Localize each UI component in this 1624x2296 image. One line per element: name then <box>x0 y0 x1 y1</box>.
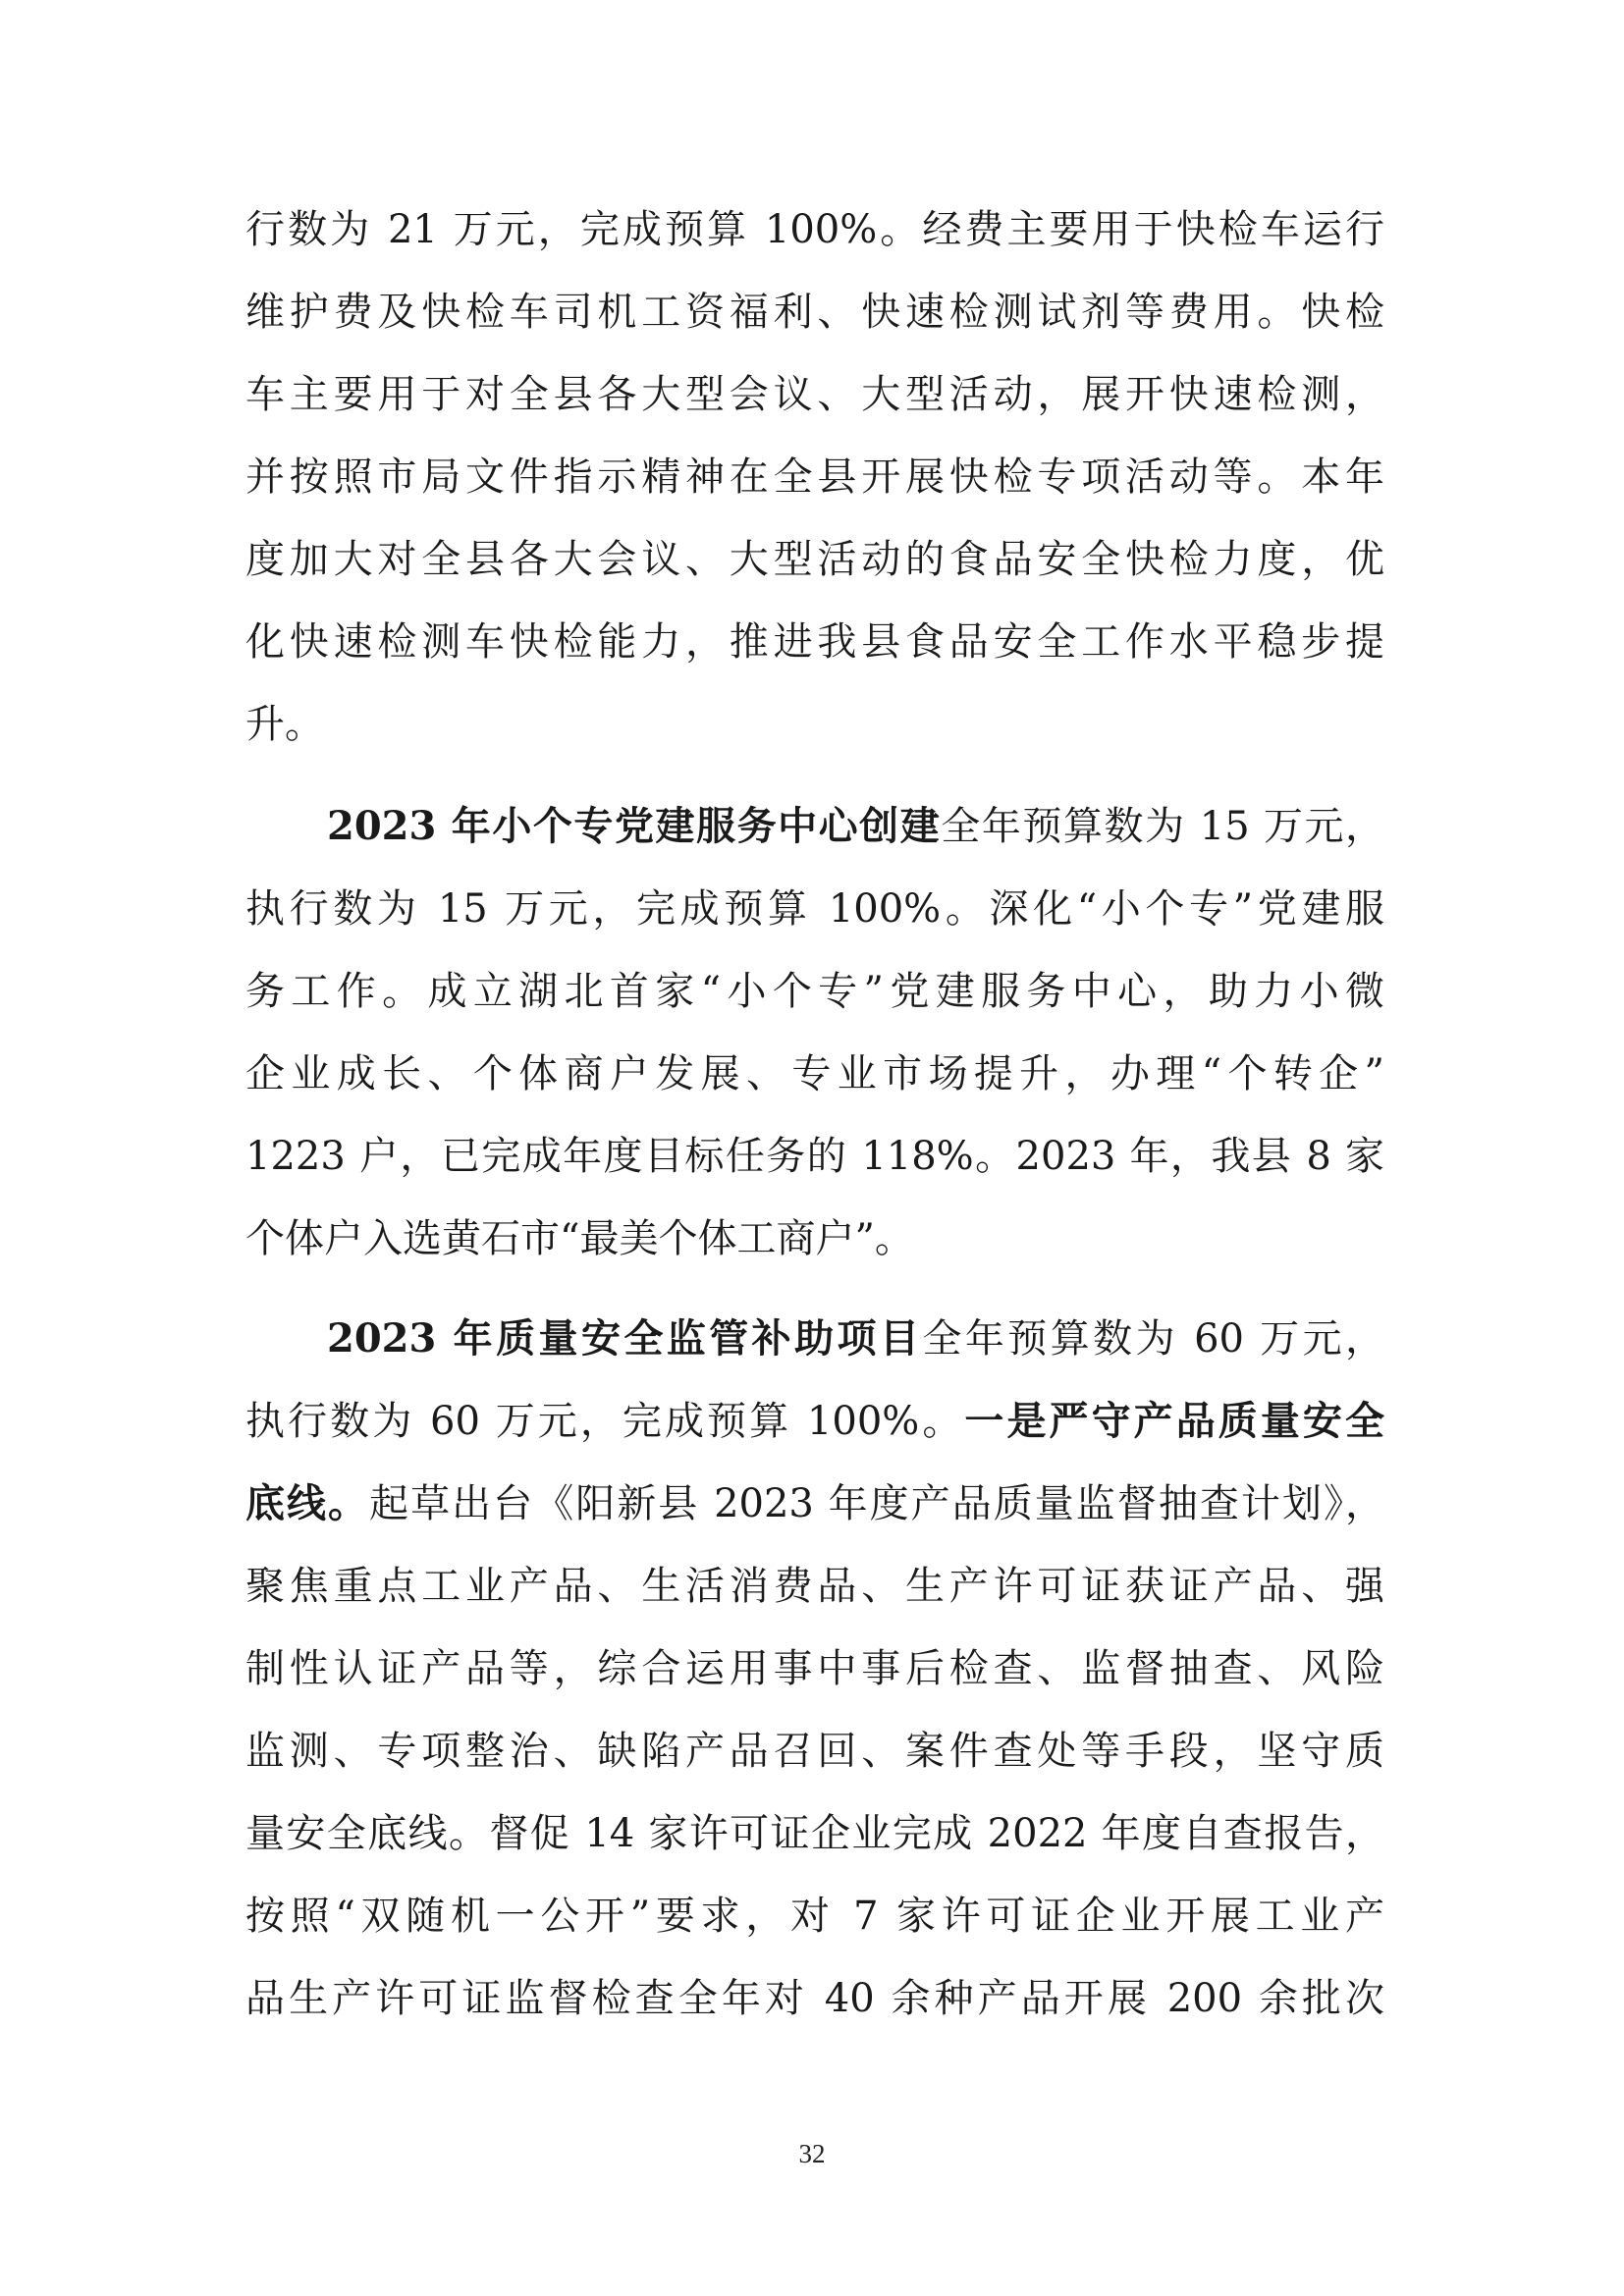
paragraph-1-line-2: 维护费及快检车司机工资福利、快速检测试剂等费用。快检 <box>245 290 1384 335</box>
paragraph-2-line-2: 执行数为 15 万元，完成预算 100%。深化“小个专”党建服 <box>245 886 1384 932</box>
paragraph-1-line-5: 度加大对全县各大会议、大型活动的食品安全快检力度，优 <box>245 537 1384 582</box>
paragraph-3-line-7: 量安全底线。督促 14 家许可证企业完成 2022 年度自查报告， <box>245 1811 1384 1856</box>
paragraph-3-line-2-normal: 执行数为 60 万元，完成预算 100%。 <box>245 1399 965 1444</box>
paragraph-3-line-5: 制性认证产品等，综合运用事中事后检查、监督抽查、风险 <box>245 1646 1384 1691</box>
paragraph-3-heading: 2023 年质量安全监管补助项目 <box>327 1315 923 1362</box>
paragraph-3-line-9: 品生产许可证监督检查全年对 40 余种产品开展 200 余批次 <box>245 1976 1384 2021</box>
paragraph-1-line-6: 化快速检测车快检能力，推进我县食品安全工作水平稳步提 <box>245 619 1384 665</box>
paragraph-3-line-2 <box>245 1380 1384 1463</box>
paragraph-1-line-7: 升。 <box>245 702 324 747</box>
paragraph-2-line-6: 个体户入选黄石市“最美个体工商户”。 <box>245 1216 914 1261</box>
page-number: 32 <box>798 2139 826 2168</box>
paragraph-2-line-1-rest: 全年预算数为 15 万元， <box>941 804 1385 849</box>
paragraph-3-line-3-normal: 起草出台《阳新县 2023 年度产品质量监督抽查计划》， <box>369 1481 1384 1526</box>
paragraph-2-line-3: 务工作。成立湖北首家“小个专”党建服务中心，助力小微 <box>245 969 1384 1014</box>
paragraph-3-line-8: 按照“双随机一公开”要求，对 7 家许可证企业开展工业产 <box>245 1894 1384 1939</box>
paragraph-1-line-4: 并按照市局文件指示精神在全县开展快检专项活动等。本年 <box>245 454 1384 500</box>
paragraph-2-line-4: 企业成长、个体商户发展、专业市场提升，办理“个转企” <box>245 1051 1384 1096</box>
paragraph-3-line-4: 聚焦重点工业产品、生活消费品、生产许可证获证产品、强 <box>245 1564 1384 1609</box>
paragraph-3-line-3 <box>245 1463 1384 1545</box>
paragraph-3-line-1-rest: 全年预算数为 60 万元， <box>922 1316 1384 1362</box>
paragraph-3-line-1 <box>327 1298 1384 1380</box>
paragraph-3-line-6: 监测、专项整治、缺陷产品召回、案件查处等手段，坚守质 <box>245 1729 1384 1774</box>
paragraph-1-line-1: 行数为 21 万元，完成预算 100%。经费主要用于快检车运行 <box>245 207 1384 252</box>
paragraph-2-line-5: 1223 户，已完成年度目标任务的 118%。2023 年，我县 8 家 <box>245 1134 1384 1179</box>
paragraph-1-line-3: 车主要用于对全县各大型会议、大型活动，展开快速检测， <box>245 372 1384 417</box>
paragraph-3-line-2-bold: 一是严守产品质量安全 <box>964 1398 1384 1444</box>
paragraph-2-heading: 2023 年小个专党建服务中心创建 <box>327 803 942 849</box>
paragraph-2-line-1 <box>327 785 1384 868</box>
paragraph-3-line-3-bold: 底线。 <box>245 1480 370 1526</box>
